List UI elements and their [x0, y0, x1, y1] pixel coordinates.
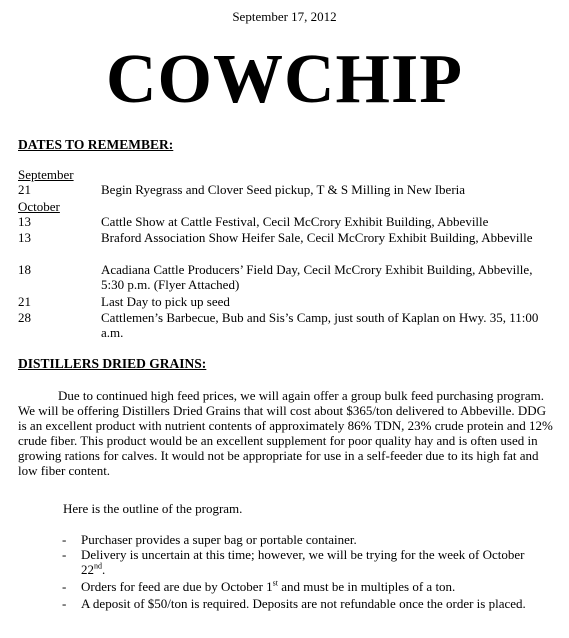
event-description: Last Day to pick up seed — [101, 294, 230, 309]
event-day: 21 — [18, 294, 31, 309]
event-description: Cattlemen’s Barbecue, Bub and Sis’s Camp, just south of Kaplan on Hwy. 35, 11:00 a.m. — [101, 310, 539, 340]
newsletter-title: COWCHIP — [106, 41, 463, 118]
list-item-text — [81, 579, 541, 594]
dates-heading: DATES TO REMEMBER: — [18, 137, 174, 152]
list-item-text-part: . — [102, 562, 106, 577]
ddg-paragraph: Due to continued high feed prices, we will again offer a group bulk feed purchasing program. We will be offering Distillers Dried Grains that will cost about $365/ton delivered to Abbeville. DDG is an excellent product with nutrient contents of approximately 86% TDN, 23% crude protein and 12% crude fiber. This product would be an excellent supplement for poor quality hay and is often used in growing rations for calves. It would not be appropriate for use in a self-feeder due to its high fat and low fiber content. — [18, 388, 553, 478]
event-description: Begin Ryegrass and Clover Seed pickup, T & S Milling in New Iberia — [101, 182, 466, 197]
event-day: 28 — [18, 310, 31, 325]
event-description: Acadiana Cattle Producers’ Field Day, Cecil McCrory Exhibit Building, Abbeville, 5:30 p.m. (Flyer Attached) — [101, 262, 533, 292]
month-label-september: September — [18, 167, 74, 182]
event-day: 18 — [18, 262, 31, 277]
bullet-dash: - — [62, 596, 67, 611]
bullet-dash: - — [62, 532, 67, 547]
event-day: 13 — [18, 230, 31, 245]
event-day: 21 — [18, 182, 31, 197]
bullet-dash: - — [62, 547, 67, 562]
list-item-text: A deposit of $50/ton is required. Deposits are not refundable once the order is placed. — [81, 596, 526, 611]
list-item-text-part: Orders for feed are due by October 1 — [81, 579, 273, 594]
bullet-dash: - — [62, 579, 67, 594]
ordinal-suffix: st — [272, 578, 279, 588]
event-description: Braford Association Show Heifer Sale, Cecil McCrory Exhibit Building, Abbeville — [101, 230, 533, 245]
list-item-text — [81, 547, 541, 577]
list-item-text: Purchaser provides a super bag or portable container. — [81, 532, 357, 547]
event-description: Cattle Show at Cattle Festival, Cecil McCrory Exhibit Building, Abbeville — [101, 214, 489, 229]
event-day: 13 — [18, 214, 31, 229]
list-item-text-part: Delivery is uncertain at this time; however, we will be trying for the week of October 22 — [81, 547, 525, 577]
month-label-october: October — [18, 199, 60, 214]
newsletter-date: September 17, 2012 — [232, 9, 337, 24]
list-item-text-part: and must be in multiples of a ton. — [278, 579, 456, 594]
ordinal-suffix: nd — [94, 561, 102, 571]
ddg-heading: DISTILLERS DRIED GRAINS: — [18, 356, 207, 371]
outline-intro: Here is the outline of the program. — [63, 501, 243, 516]
